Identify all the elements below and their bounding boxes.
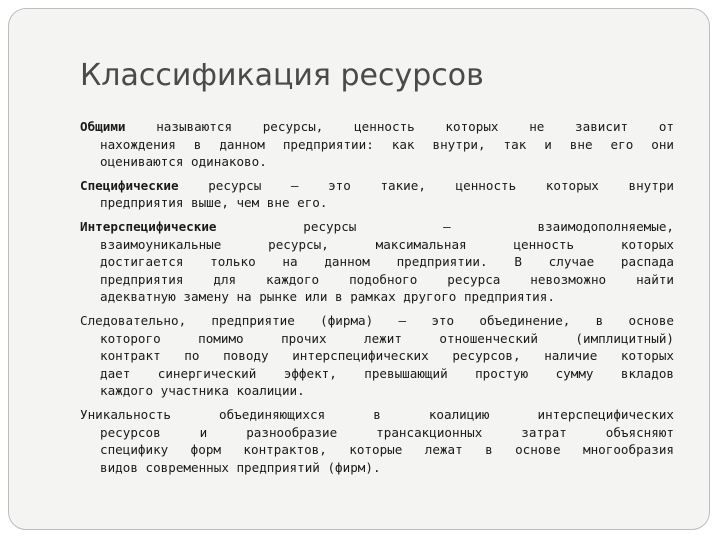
paragraph-line: взаимоуникальные ресурсы, максимальная ценность которых bbox=[100, 236, 674, 252]
paragraph-line: предприятия для каждого подобного ресурса невозможно найти bbox=[100, 271, 674, 287]
paragraph-text: ресурсы – это такие, ценность которых внутри bbox=[208, 177, 674, 193]
paragraph-line: нахождения в данном предприятии: как внутри, так и вне его они bbox=[100, 136, 674, 152]
paragraph-line: адекватную замену на рынке или в рамках другого предприятия. bbox=[100, 289, 555, 305]
paragraph-line: каждого участника коалиции. bbox=[100, 383, 305, 399]
paragraph-line: специфику форм контрактов, которые лежат в основе многообразия bbox=[100, 442, 674, 458]
term-general: Общими bbox=[80, 119, 126, 134]
slide-body bbox=[80, 118, 674, 482]
paragraph-line bbox=[80, 177, 674, 195]
paragraph-line: видов современных предприятий (фирм). bbox=[100, 459, 381, 475]
paragraph-line bbox=[80, 118, 674, 136]
paragraph-interspecific-resources bbox=[80, 218, 674, 306]
paragraph-text: называются ресурсы, ценность которых не зависит от bbox=[156, 119, 674, 134]
paragraph-specific-resources bbox=[80, 177, 674, 212]
paragraph-line: дает синергический эффект, превышающий простую сумму вкладов bbox=[100, 365, 674, 381]
paragraph-firm-definition bbox=[80, 312, 674, 400]
slide-title: Классификация ресурсов bbox=[80, 58, 484, 93]
paragraph-line: Уникальность объединяющихся в коалицию интерспецифических bbox=[80, 406, 674, 422]
term-specific: Специфические bbox=[80, 177, 179, 193]
paragraph-text: ресурсы – взаимодополняемые, bbox=[303, 218, 674, 234]
term-interspecific: Интерспецифические bbox=[80, 218, 217, 234]
paragraph-line: предприятия выше, чем вне его. bbox=[100, 195, 328, 211]
paragraph-general-resources bbox=[80, 118, 674, 171]
paragraph-line: контракт по поводу интерспецифических ресурсов, наличие которых bbox=[100, 348, 674, 364]
paragraph-line: достигается только на данном предприятии. В случае распада bbox=[100, 254, 674, 270]
paragraph-line: ресурсов и разнообразие трансакционных затрат объясняют bbox=[100, 424, 674, 440]
paragraph-line: оцениваются одинаково. bbox=[100, 154, 267, 170]
paragraph-uniqueness bbox=[80, 406, 674, 476]
paragraph-line: Следовательно, предприятие (фирма) – это объединение, в основе bbox=[80, 312, 674, 328]
paragraph-line bbox=[80, 218, 674, 236]
paragraph-line: которого помимо прочих лежит отношенческий (имплицитный) bbox=[100, 330, 674, 346]
